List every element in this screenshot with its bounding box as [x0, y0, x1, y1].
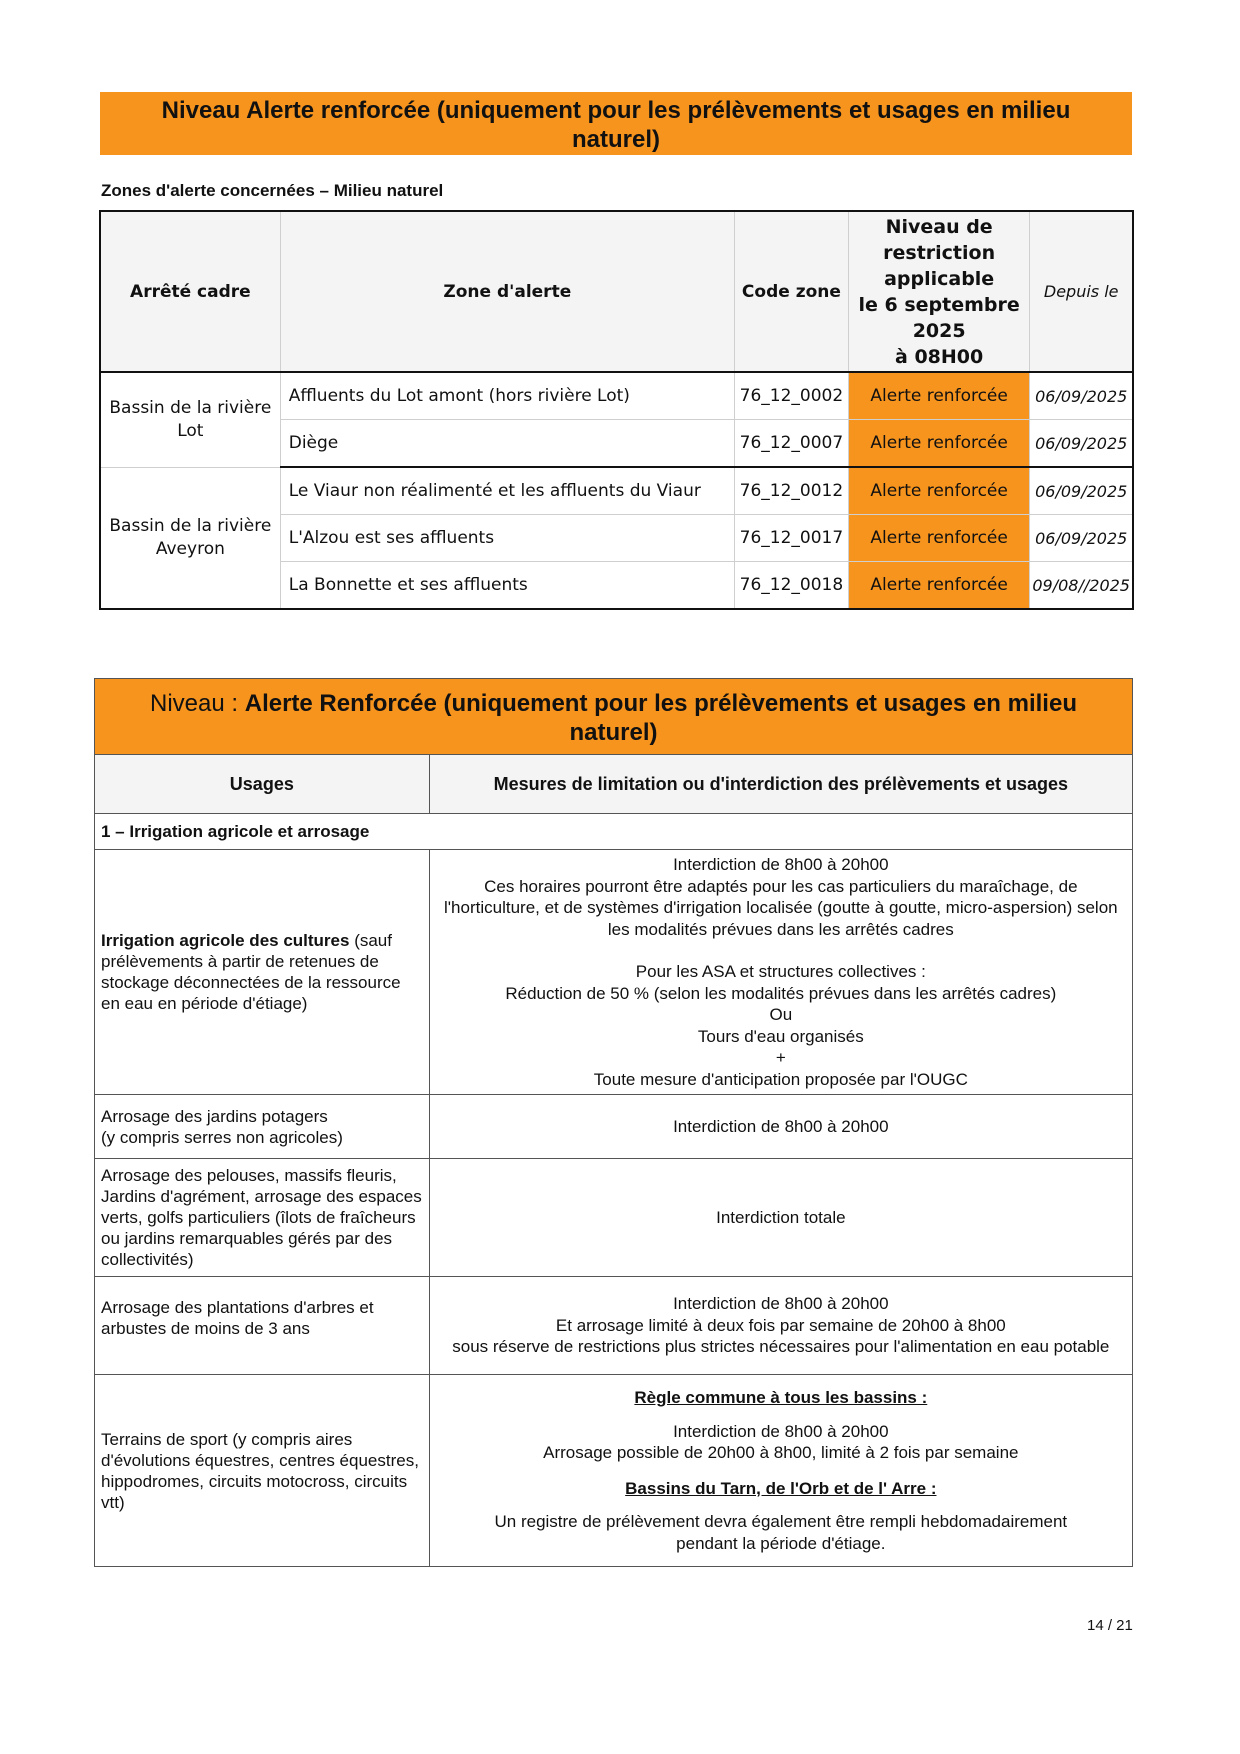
code-cell: 76_12_0007 [734, 420, 848, 468]
measure-line: Interdiction de 8h00 à 20h00 [673, 855, 889, 874]
header-level-line: restriction [883, 241, 996, 264]
measure-line: Un registre de prélèvement devra également être rempli hebdomadairement pendant la période d'étiage. [494, 1512, 1068, 1553]
header-arrete-cadre: Arrêté cadre [100, 211, 280, 372]
spacer [438, 1464, 1124, 1478]
since-cell: 06/09/2025 [1030, 515, 1133, 562]
measure-cell [429, 850, 1132, 1095]
table-row [95, 850, 1133, 1095]
usage-cell: Arrosage des plantations d'arbres et arbustes de moins de 3 ans [95, 1277, 430, 1375]
section1-title-line1: Niveau Alerte renforcée (uniquement pour les prélèvements et usages en milieu [161, 97, 1071, 124]
code-cell: 76_12_0017 [734, 515, 848, 562]
section2-title [94, 678, 1133, 754]
measure-cell [429, 1159, 1132, 1277]
measure-line: Interdiction de 8h00 à 20h00 [673, 1421, 889, 1441]
bassin-line: Aveyron [155, 538, 225, 559]
header-zone-alerte: Zone d'alerte [280, 211, 734, 372]
measure-line: Ces horaires pourront être adaptés pour les cas particuliers du maraîchage, de l'horticulture, et de systèmes d'irrigation localisée (goutte à goutte, micro-aspersion) selon les modalités prévues dans les arrêtés cadres [444, 876, 1118, 939]
spacer [438, 1409, 1124, 1421]
bassin-line: Bassin de la rivière [109, 515, 272, 536]
header-level-line: à 08H00 [895, 345, 984, 368]
zone-cell: Affluents du Lot amont (hors rivière Lot) [280, 372, 734, 420]
level-cell: Alerte renforcée [848, 372, 1029, 420]
table-row [95, 1095, 1133, 1159]
section1-title [100, 92, 1132, 155]
measure-line: sous réserve de restrictions plus strictes nécessaires pour l'alimentation en eau potable [452, 1337, 1110, 1357]
spacer [438, 940, 1124, 961]
table-header-row [95, 755, 1133, 814]
usage-cell [95, 1095, 430, 1159]
table-row [100, 467, 1133, 515]
since-cell: 09/08//2025 [1030, 562, 1133, 610]
measure-cell [429, 1277, 1132, 1375]
rule-title: Règle commune à tous les bassins : [634, 1388, 928, 1407]
bassin-line: Bassin de la rivière [109, 397, 272, 418]
table-row [100, 372, 1133, 420]
zone-cell: L'Alzou est ses affluents [280, 515, 734, 562]
measure-line: Arrosage possible de 20h00 à 8h00, limité à 2 fois par semaine [543, 1443, 1019, 1462]
bassin-cell [100, 372, 280, 467]
measure-line: Interdiction de 8h00 à 20h00 [673, 1116, 889, 1136]
usage-cell: Terrains de sport (y compris aires d'évolutions équestres, centres équestres, hippodromes, circuits motocross, circuits vtt) [95, 1375, 430, 1567]
since-cell: 06/09/2025 [1030, 372, 1133, 420]
section2-title-line2: naturel) [569, 719, 658, 746]
level-cell: Alerte renforcée [848, 515, 1029, 562]
usage-bold: Irrigation agricole des cultures [101, 931, 350, 950]
level-cell: Alerte renforcée [848, 562, 1029, 610]
measure-line: Toute mesure d'anticipation proposée par l'OUGC [593, 1069, 968, 1089]
header-level-line: applicable [884, 267, 995, 290]
zones-title: Zones d'alerte concernées – Milieu naturel [101, 181, 444, 200]
code-cell: 76_12_0018 [734, 562, 848, 610]
bassin-cell [100, 467, 280, 609]
measure-line: Et arrosage limité à deux fois par semaine de 20h00 à 8h00 [555, 1315, 1006, 1335]
usage-cell: Arrosage des pelouses, massifs fleuris, Jardins d'agrément, arrosage des espaces verts, golfs particuliers (îlots de fraîcheurs ou jardins remarquables gérés par des collectivités) [95, 1159, 430, 1277]
table-row [95, 1159, 1133, 1277]
measure-cell [429, 1375, 1132, 1567]
header-level-line: Niveau de [885, 215, 993, 238]
section2-title-rest: Alerte Renforcée (uniquement pour les prélèvements et usages en milieu [244, 690, 1077, 717]
level-cell: Alerte renforcée [848, 467, 1029, 515]
level-cell: Alerte renforcée [848, 420, 1029, 468]
header-since: Depuis le [1030, 211, 1133, 372]
since-cell: 06/09/2025 [1030, 420, 1133, 468]
measure-line: + [775, 1048, 786, 1067]
measure-line: Réduction de 50 % (selon les modalités prévues dans les arrêtés cadres) [505, 983, 1057, 1003]
code-cell: 76_12_0002 [734, 372, 848, 420]
since-cell: 06/09/2025 [1030, 467, 1133, 515]
usage-rest: (sauf prélèvements à partir de retenues de stockage déconnectées de la ressource en eau en période d'étiage) [101, 931, 401, 1013]
page-number: 14 / 21 [1087, 1617, 1133, 1634]
section1-title-line2: naturel) [571, 126, 660, 153]
measure-line: Ou [769, 1005, 793, 1024]
usages-measures-table [94, 754, 1133, 1567]
measure-line: Tours d'eau organisés [697, 1026, 864, 1046]
table-section-row [95, 814, 1133, 850]
header-usages: Usages [95, 755, 430, 814]
header-level-line: 2025 [912, 319, 966, 342]
measure-cell [429, 1095, 1132, 1159]
measure-line: Interdiction totale [716, 1207, 846, 1227]
header-restriction-level [848, 211, 1029, 372]
header-level-line: le 6 septembre [858, 293, 1020, 316]
header-measures: Mesures de limitation ou d'interdiction des prélèvements et usages [429, 755, 1132, 814]
header-code-zone: Code zone [734, 211, 848, 372]
section-label: 1 – Irrigation agricole et arrosage [95, 814, 1133, 850]
zone-cell: Diège [280, 420, 734, 468]
measure-line: Pour les ASA et structures collectives : [635, 962, 926, 981]
spacer [438, 1499, 1124, 1511]
table-header-row [100, 211, 1133, 372]
zone-cell: La Bonnette et ses affluents [280, 562, 734, 610]
usage-line: (y compris serres non agricoles) [101, 1127, 343, 1147]
usage-line: Arrosage des jardins potagers [101, 1106, 328, 1126]
zone-cell: Le Viaur non réalimenté et les affluents du Viaur [280, 467, 734, 515]
alert-zones-table [99, 210, 1134, 610]
basins-title: Bassins du Tarn, de l'Orb et de l' Arre : [625, 1478, 937, 1498]
section2-title-prefix: Niveau : [150, 690, 245, 717]
table-row [95, 1277, 1133, 1375]
table-row [95, 1375, 1133, 1567]
code-cell: 76_12_0012 [734, 467, 848, 515]
bassin-line: Lot [177, 420, 204, 441]
usage-cell [95, 850, 430, 1095]
measure-line: Interdiction de 8h00 à 20h00 [673, 1294, 889, 1314]
